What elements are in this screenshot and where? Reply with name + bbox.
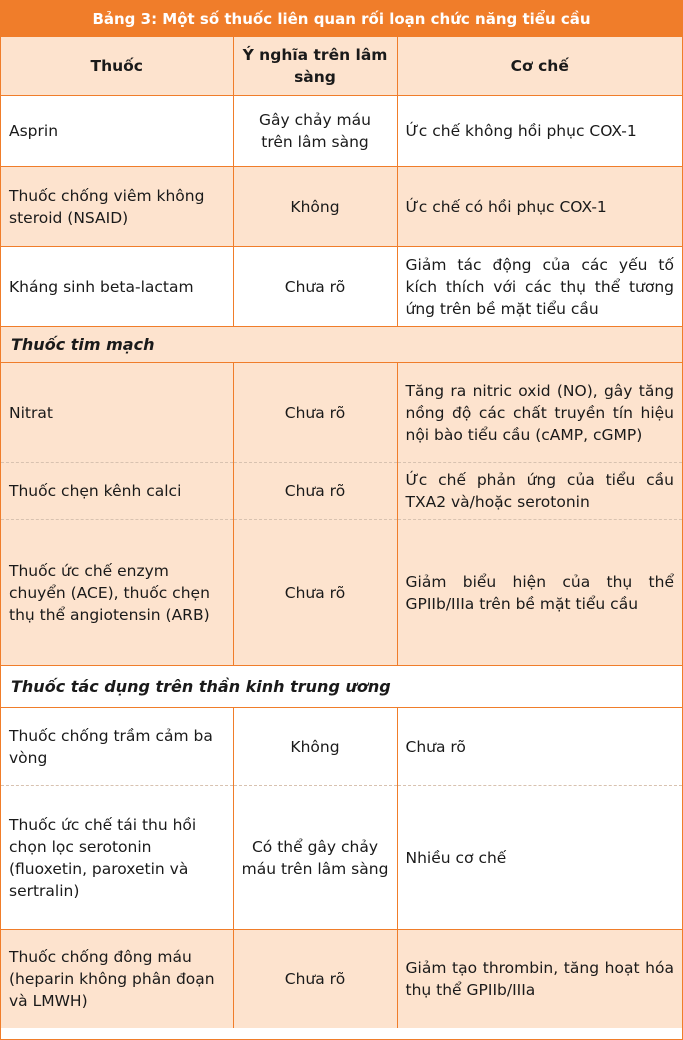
table-row (1, 930, 682, 1028)
header-mechanism: Cơ chế (397, 37, 682, 96)
mechanism-cell: Nhiều cơ chế (397, 786, 682, 930)
section-heading-row (1, 666, 682, 708)
drug-table (1, 37, 682, 1028)
section-heading-row (1, 327, 682, 363)
mechanism-cell: Tăng ra nitric oxid (NO), gây tăng nồng độ các chất truyền tín hiệu nội bào tiểu cầu (cAMP, cGMP) (397, 363, 682, 463)
mechanism-cell: Ức chế có hồi phục COX-1 (397, 167, 682, 247)
clinical-cell: Có thể gây chảy máu trên lâm sàng (233, 786, 397, 930)
header-drug: Thuốc (1, 37, 233, 96)
mechanism-cell: Giảm tác động của các yếu tố kích thích với các thụ thể tương ứng trên bề mặt tiểu cầu (397, 247, 682, 327)
clinical-cell: Không (233, 708, 397, 786)
drug-cell: Thuốc chống viêm không steroid (NSAID) (1, 167, 233, 247)
drug-cell: Kháng sinh beta-lactam (1, 247, 233, 327)
clinical-cell: Chưa rõ (233, 363, 397, 463)
drug-cell: Asprin (1, 96, 233, 167)
table-row (1, 708, 682, 786)
clinical-cell: Gây chảy máu trên lâm sàng (233, 96, 397, 167)
mechanism-cell: Giảm tạo thrombin, tăng hoạt hóa thụ thể GPIIb/IIIa (397, 930, 682, 1028)
clinical-cell: Chưa rõ (233, 247, 397, 327)
header-clinical: Ý nghĩa trên lâm sàng (233, 37, 397, 96)
table-row (1, 786, 682, 930)
mechanism-cell: Chưa rõ (397, 708, 682, 786)
table-row (1, 463, 682, 520)
table-row (1, 363, 682, 463)
header-row (1, 37, 682, 96)
table-row (1, 247, 682, 327)
mechanism-cell: Ức chế không hồi phục COX-1 (397, 96, 682, 167)
drug-cell: Thuốc chẹn kênh calci (1, 463, 233, 520)
drug-cell: Thuốc chống đông máu (heparin không phân đoạn và LMWH) (1, 930, 233, 1028)
clinical-cell: Chưa rõ (233, 520, 397, 666)
table-title: Bảng 3: Một số thuốc liên quan rối loạn chức năng tiểu cầu (1, 1, 682, 37)
drug-cell: Thuốc ức chế enzym chuyển (ACE), thuốc chẹn thụ thể angiotensin (ARB) (1, 520, 233, 666)
mechanism-cell: Ức chế phản ứng của tiểu cầu TXA2 và/hoặc serotonin (397, 463, 682, 520)
table-row (1, 96, 682, 167)
drug-cell: Thuốc ức chế tái thu hồi chọn lọc serotonin (fluoxetin, paroxetin và sertralin) (1, 786, 233, 930)
mechanism-cell: Giảm biểu hiện của thụ thể GPIIb/IIIa trên bề mặt tiểu cầu (397, 520, 682, 666)
clinical-cell: Không (233, 167, 397, 247)
section-heading-cardio: Thuốc tim mạch (11, 334, 155, 354)
drug-cell: Nitrat (1, 363, 233, 463)
table-row (1, 167, 682, 247)
table-row (1, 520, 682, 666)
clinical-cell: Chưa rõ (233, 930, 397, 1028)
section-heading-cns: Thuốc tác dụng trên thần kinh trung ương (11, 676, 391, 696)
clinical-cell: Chưa rõ (233, 463, 397, 520)
drug-cell: Thuốc chống trầm cảm ba vòng (1, 708, 233, 786)
